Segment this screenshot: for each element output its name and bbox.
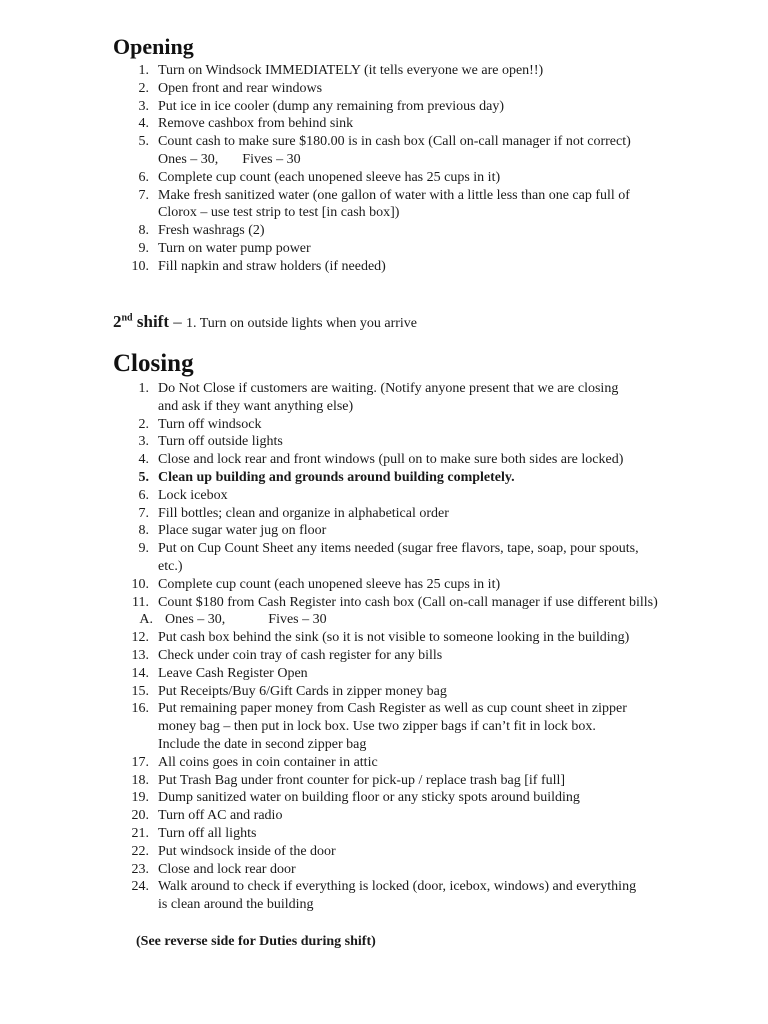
list-item-text: Fill napkin and straw holders (if needed)	[158, 258, 386, 274]
list-item-number: 13.	[131, 647, 149, 663]
list-item-text: and ask if they want anything else)	[158, 398, 354, 414]
list-item-number: 3.	[138, 434, 149, 450]
list-item-text: Clorox – use test strip to test [in cash box])	[158, 205, 400, 221]
list-item-number: 3.	[138, 98, 149, 114]
list-item-number: 10.	[131, 258, 149, 274]
list-item-number: 9.	[138, 541, 149, 557]
list-item-text: Leave Cash Register Open	[158, 665, 308, 681]
list-item-number: 15.	[131, 683, 149, 699]
list-item-text: Walk around to check if everything is locked (door, icebox, windows) and everything	[158, 879, 637, 895]
list-item-number: 14.	[131, 665, 149, 681]
list-item-text: Check under coin tray of cash register for any bills	[158, 647, 443, 663]
closing-list	[113, 380, 713, 914]
closing-item	[113, 807, 713, 825]
list-item-text: Complete cup count (each unopened sleeve has 25 cups in it)	[158, 576, 501, 592]
list-item-number: 2.	[138, 80, 149, 96]
second-shift-ordinal-suffix: nd	[121, 312, 133, 324]
opening-item	[113, 115, 713, 133]
list-item-text: Make fresh sanitized water (one gallon of water with a little less than one cap full of	[158, 187, 630, 203]
list-item-text: Fill bottles; clean and organize in alphabetical order	[158, 505, 449, 521]
list-item-text: Remove cashbox from behind sink	[158, 116, 354, 132]
list-item-text: Put Receipts/Buy 6/Gift Cards in zipper money bag	[158, 683, 447, 699]
list-item-text: Place sugar water jug on floor	[158, 523, 327, 539]
list-item-text: Lock icebox	[158, 487, 228, 503]
closing-item	[113, 380, 713, 416]
closing-item	[113, 789, 713, 807]
list-item-number: 7.	[138, 187, 149, 203]
list-item-text: Turn off windsock	[158, 416, 262, 432]
list-item-text: Close and lock rear and front windows (pull on to make sure both sides are locked)	[158, 452, 624, 468]
second-shift-word: shift	[132, 312, 169, 331]
closing-item	[113, 825, 713, 843]
list-item-number: 17.	[131, 754, 149, 770]
list-item-number: 22.	[131, 843, 149, 859]
ones-count: Ones – 30,	[165, 612, 226, 628]
list-item-text: Count $180 from Cash Register into cash box (Call on-call manager if use different bills)	[158, 594, 658, 610]
opening-item	[113, 258, 713, 276]
list-item-number: 21.	[131, 825, 149, 841]
list-item-number: 18.	[131, 772, 149, 788]
list-item-text: Put windsock inside of the door	[158, 843, 336, 859]
list-item-text: Complete cup count (each unopened sleeve has 25 cups in it)	[158, 169, 501, 185]
closing-item	[113, 469, 713, 487]
list-item-number: 20.	[131, 808, 149, 824]
list-item-text: Clean up building and grounds around building completely.	[158, 469, 515, 485]
list-item-text: Put Trash Bag under front counter for pick-up / replace trash bag [if full]	[158, 772, 566, 788]
list-item-text: Turn off outside lights	[158, 434, 283, 450]
list-item-number: 4.	[138, 116, 149, 132]
closing-item	[113, 700, 713, 753]
closing-item	[113, 647, 713, 665]
list-item-text: is clean around the building	[158, 897, 314, 913]
closing-item	[113, 594, 713, 612]
cash-breakdown	[158, 151, 713, 169]
list-item-number: 23.	[131, 861, 149, 877]
closing-item	[113, 576, 713, 594]
list-item-text: Close and lock rear door	[158, 861, 296, 877]
list-item-number: 8.	[138, 223, 149, 239]
second-shift-heading	[113, 312, 169, 331]
list-item-text: Put cash box behind the sink (so it is not visible to someone looking in the building)	[158, 630, 630, 646]
list-item-number: 7.	[138, 505, 149, 521]
opening-item	[113, 169, 713, 187]
list-item-text: Open front and rear windows	[158, 80, 323, 96]
list-item-text: Do Not Close if customers are waiting. (Notify anyone present that we are closing	[158, 381, 619, 396]
reverse-side-note: (See reverse side for Duties during shift)	[136, 934, 376, 949]
closing-item	[113, 540, 713, 576]
list-item-text: Include the date in second zipper bag	[158, 736, 367, 752]
list-item-text: Turn off AC and radio	[158, 808, 283, 824]
list-item-number: 4.	[138, 452, 149, 468]
list-item-number: 12.	[131, 630, 149, 646]
closing-item	[113, 487, 713, 505]
closing-item	[113, 843, 713, 861]
closing-item	[113, 772, 713, 790]
list-item-number: 5.	[138, 469, 149, 485]
closing-item	[113, 522, 713, 540]
closing-item	[113, 629, 713, 647]
closing-item	[113, 451, 713, 469]
ones-count: Ones – 30,	[158, 151, 219, 167]
closing-item	[113, 861, 713, 879]
list-item-number: 1.	[138, 381, 149, 396]
list-item-number: 16.	[131, 701, 149, 717]
list-item-text: All coins goes in coin container in attic	[158, 754, 378, 770]
closing-subitem	[113, 611, 713, 629]
list-item-number: 5.	[138, 134, 149, 150]
list-item-text: money bag – then put in lock box. Use two zipper bags if can’t fit in lock box.	[158, 719, 596, 735]
opening-item	[113, 98, 713, 116]
list-item-text: Dump sanitized water on building floor or any sticky spots around building	[158, 790, 580, 806]
list-item-text: etc.)	[158, 558, 183, 574]
opening-list	[113, 62, 713, 276]
list-item-number: 9.	[138, 240, 149, 256]
list-item-number: 8.	[138, 523, 149, 539]
closing-item	[113, 416, 713, 434]
closing-item	[113, 683, 713, 701]
list-item-text: Turn off all lights	[158, 825, 257, 841]
list-item-number: 6.	[138, 487, 149, 503]
closing-item	[113, 754, 713, 772]
list-item-number: 1.	[138, 63, 149, 78]
closing-item	[113, 878, 713, 914]
list-item-text: Put remaining paper money from Cash Register as well as cup count sheet in zipper	[158, 701, 627, 717]
list-item-text: Put ice in ice cooler (dump any remaining from previous day)	[158, 98, 505, 114]
list-item-text: Turn on Windsock IMMEDIATELY (it tells everyone we are open!!)	[158, 63, 544, 78]
closing-item	[113, 665, 713, 683]
fives-count: Fives – 30	[242, 151, 301, 167]
opening-item	[113, 133, 713, 169]
list-item-text: Count cash to make sure $180.00 is in cash box (Call on-call manager if not correct)	[158, 134, 631, 150]
list-item-number: 19.	[131, 790, 149, 806]
list-item-number: 10.	[131, 576, 149, 592]
list-item-number: 6.	[138, 169, 149, 185]
opening-heading: Opening	[113, 34, 194, 59]
second-shift-row	[113, 312, 417, 332]
list-item-text: Turn on water pump power	[158, 240, 311, 256]
opening-item	[113, 222, 713, 240]
list-item-number: 11.	[132, 594, 149, 610]
subitem-letter: A.	[139, 612, 153, 628]
opening-item	[113, 62, 713, 80]
second-shift-ordinal: 2	[113, 312, 122, 331]
opening-item	[113, 80, 713, 98]
second-shift-note: 1. Turn on outside lights when you arrive	[186, 316, 417, 331]
list-item-text: Fresh washrags (2)	[158, 223, 265, 239]
list-item-number: 24.	[131, 879, 149, 895]
second-shift-dash: –	[169, 312, 186, 331]
fives-count: Fives – 30	[268, 612, 327, 628]
list-item-text: Put on Cup Count Sheet any items needed (sugar free flavors, tape, soap, pour spouts,	[158, 541, 639, 557]
closing-heading: Closing	[113, 350, 194, 377]
closing-item	[113, 433, 713, 451]
opening-item	[113, 187, 713, 223]
list-item-number: 2.	[138, 416, 149, 432]
opening-item	[113, 240, 713, 258]
closing-item	[113, 505, 713, 523]
